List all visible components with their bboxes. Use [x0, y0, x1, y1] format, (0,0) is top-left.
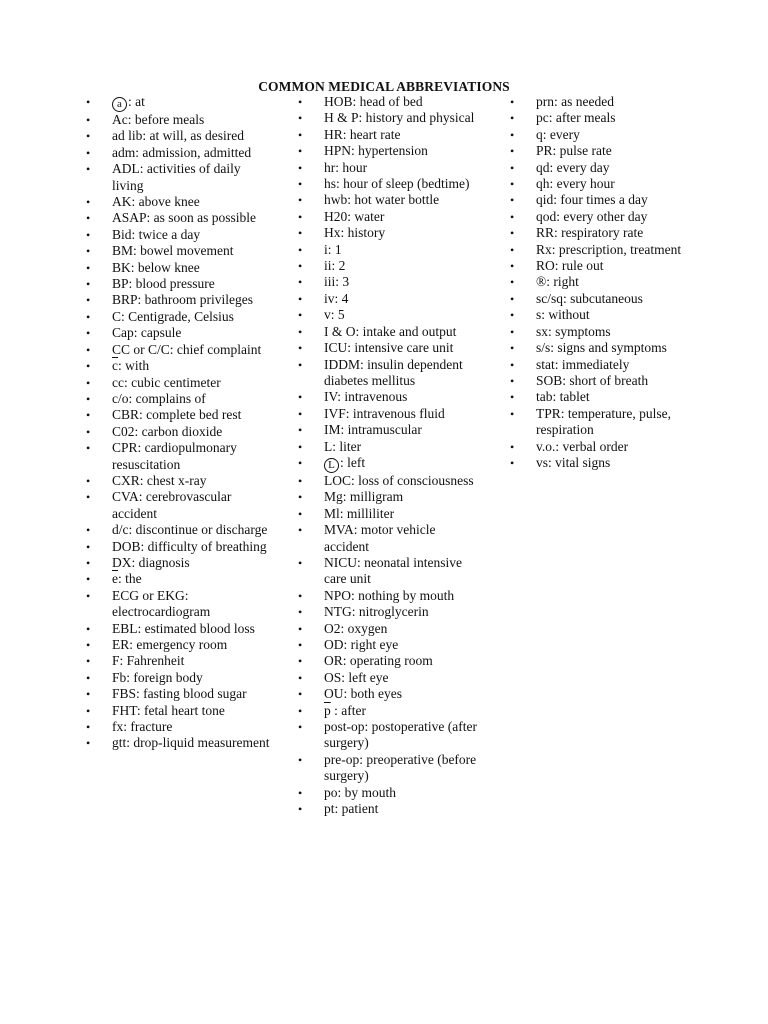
abbreviation-item [298, 637, 483, 653]
abbreviation-item [298, 357, 483, 390]
overlined-symbol: $\overline{c}$ [112, 358, 118, 374]
abbreviation-text: s: without [536, 307, 590, 323]
abbreviation-item [298, 209, 483, 225]
abbreviation-item [86, 735, 271, 751]
abbreviation-item [298, 258, 483, 274]
abbreviation-column-1 [86, 94, 271, 752]
abbreviation-text: CPR: cardiopulmonary resuscitation [112, 440, 237, 472]
abbreviation-item [86, 424, 271, 440]
abbreviation-item [510, 127, 700, 143]
abbreviation-text: TPR: temperature, pulse, respiration [536, 405, 671, 438]
abbreviation-text: Ml: milliliter [324, 505, 395, 521]
abbreviation-item [298, 406, 483, 422]
abbreviation-text: OR: operating room [324, 653, 433, 669]
abbreviation-item [86, 703, 271, 719]
abbreviation-text: ADL: activities of daily living [112, 161, 241, 193]
abbreviation-text: F: Fahrenheit [112, 653, 185, 669]
abbreviation-item [510, 439, 700, 455]
abbreviation-text: : the [118, 571, 142, 587]
abbreviation-text: ER: emergency room [112, 637, 228, 652]
abbreviation-item [86, 227, 271, 243]
abbreviation-item [86, 522, 271, 538]
abbreviation-text: Fb: foreign body [112, 669, 203, 685]
abbreviation-text: H & P: history and physical [324, 110, 475, 126]
abbreviation-text: O2: oxygen [324, 620, 388, 636]
abbreviation-text: post-op: postoperative (after surgery) [324, 719, 477, 751]
abbreviation-item [86, 260, 271, 276]
abbreviation-item [298, 307, 483, 323]
abbreviation-text: C: Centigrade, Celsius [112, 308, 234, 324]
abbreviation-item [86, 243, 271, 259]
abbreviation-text: MVA: motor vehicle accident [324, 522, 436, 554]
abbreviation-text: LOC: loss of consciousness [324, 472, 474, 488]
abbreviation-item [298, 653, 483, 669]
abbreviation-text: ECG or EKG: electrocardiogram [112, 587, 211, 620]
abbreviation-item [510, 160, 700, 176]
abbreviation-text: BM: bowel movement [112, 243, 234, 259]
abbreviation-column-3 [510, 94, 700, 471]
abbreviation-item [510, 176, 700, 192]
abbreviation-item [298, 110, 483, 126]
overlined-symbol: $\overline{e}$ [112, 571, 118, 587]
abbreviation-item [298, 225, 483, 241]
abbreviation-text: tab: tablet [536, 389, 590, 405]
abbreviation-item [510, 389, 700, 405]
abbreviation-text: RR: respiratory rate [536, 225, 644, 241]
abbreviation-item [510, 357, 700, 373]
abbreviation-item [86, 719, 271, 735]
abbreviation-item [86, 621, 271, 637]
abbreviation-text: : after [330, 702, 366, 718]
abbreviation-item [298, 489, 483, 505]
abbreviation-item [86, 358, 271, 374]
abbreviation-item [86, 407, 271, 423]
abbreviation-item [86, 653, 271, 669]
abbreviation-text: ad lib: at will, as desired [112, 128, 244, 144]
abbreviation-text: ICU: intensive care unit [324, 340, 454, 356]
abbreviation-text: IM: intramuscular [324, 422, 422, 438]
abbreviation-item [298, 242, 483, 258]
abbreviation-text: C02: carbon dioxide [112, 423, 223, 439]
page-title: COMMON MEDICAL ABBREVIATIONS [258, 79, 510, 94]
abbreviation-text: Cap: capsule [112, 325, 182, 341]
abbreviation-text: NTG: nitroglycerin [324, 604, 429, 620]
abbreviation-item [298, 291, 483, 307]
abbreviation-text: ii: 2 [324, 258, 346, 274]
abbreviation-item [298, 588, 483, 604]
abbreviation-text: RO: rule out [536, 258, 604, 274]
abbreviation-item [510, 258, 700, 274]
abbreviation-item [298, 752, 483, 785]
abbreviation-text: CXR: chest x-ray [112, 472, 207, 488]
abbreviation-text: pc: after meals [536, 110, 616, 126]
abbreviation-text: AK: above knee [112, 194, 200, 210]
abbreviation-item [86, 440, 271, 473]
abbreviation-item [298, 455, 483, 473]
abbreviation-item [86, 292, 271, 308]
abbreviation-text: sx: symptoms [536, 323, 611, 339]
abbreviation-text: q: every [536, 126, 580, 142]
abbreviation-item [86, 539, 271, 555]
abbreviation-item [86, 276, 271, 292]
abbreviation-item [86, 391, 271, 407]
abbreviation-item [298, 522, 483, 555]
abbreviation-item [298, 389, 483, 405]
abbreviation-item [298, 160, 483, 176]
abbreviation-text: hwb: hot water bottle [324, 192, 440, 208]
abbreviation-text: HOB: head of bed [324, 94, 423, 109]
circled-symbol: a [112, 97, 127, 112]
abbreviation-text: qh: every hour [536, 176, 615, 192]
abbreviation-item [86, 309, 271, 325]
abbreviation-item [510, 324, 700, 340]
abbreviation-text: I & O: intake and output [324, 323, 457, 339]
abbreviation-text: c/o: complains of [112, 390, 206, 406]
abbreviation-text: fx: fracture [112, 719, 173, 735]
abbreviation-item [298, 192, 483, 208]
abbreviation-item [86, 161, 271, 194]
abbreviation-item [298, 703, 483, 719]
abbreviation-text: v: 5 [324, 307, 345, 323]
abbreviation-item [510, 209, 700, 225]
abbreviation-text: d/c: discontinue or discharge [112, 522, 268, 538]
abbreviation-item [298, 94, 483, 110]
abbreviation-text: cc: cubic centimeter [112, 374, 221, 390]
abbreviation-text: pre-op: preoperative (before surgery) [324, 751, 477, 784]
abbreviation-text: OU: both eyes [324, 686, 402, 702]
abbreviation-text: L: liter [324, 438, 362, 454]
abbreviation-text: s/s: signs and symptoms [536, 340, 667, 356]
abbreviation-item [298, 439, 483, 455]
abbreviation-text: BK: below knee [112, 259, 200, 275]
abbreviation-item [86, 588, 271, 621]
abbreviation-text: BP: blood pressure [112, 276, 215, 292]
abbreviation-text: Hx: history [324, 225, 386, 241]
abbreviation-item [510, 340, 700, 356]
abbreviation-text: adm: admission, admitted [112, 144, 252, 160]
abbreviation-item [86, 128, 271, 144]
abbreviation-text: H20: water [324, 208, 385, 224]
abbreviation-item [510, 94, 700, 110]
abbreviation-item [298, 604, 483, 620]
abbreviation-text: HR: heart rate [324, 126, 401, 142]
abbreviation-text: CBR: complete bed rest [112, 407, 242, 423]
abbreviation-text: EBL: estimated blood loss [112, 620, 255, 636]
abbreviation-item [298, 324, 483, 340]
abbreviation-text: BRP: bathroom privileges [112, 292, 253, 308]
abbreviation-item [298, 340, 483, 356]
abbreviation-item [86, 637, 271, 653]
abbreviation-item [510, 110, 700, 126]
abbreviation-item [298, 555, 483, 588]
abbreviation-item [298, 176, 483, 192]
abbreviation-text: DOB: difficulty of breathing [112, 538, 267, 554]
abbreviation-item [86, 342, 271, 358]
abbreviation-text: ASAP: as soon as possible [112, 210, 257, 226]
abbreviation-item [298, 719, 483, 752]
abbreviation-item [86, 375, 271, 391]
abbreviation-text: OD: right eye [324, 637, 399, 652]
circled-symbol: L [324, 458, 339, 473]
abbreviation-text: HPN: hypertension [324, 143, 428, 159]
abbreviation-item [510, 406, 700, 439]
abbreviation-item [86, 145, 271, 161]
abbreviation-text: qd: every day [536, 159, 610, 175]
abbreviation-text: Mg: milligram [324, 489, 404, 505]
abbreviation-item [298, 274, 483, 290]
abbreviation-text: CC or C/C: chief complaint [112, 341, 262, 357]
abbreviation-text: stat: immediately [536, 356, 630, 372]
abbreviation-text: v.o.: verbal order [536, 438, 629, 454]
abbreviation-item [298, 801, 483, 817]
abbreviation-item [86, 555, 271, 571]
abbreviation-text: DX: diagnosis [112, 554, 190, 570]
abbreviation-item [298, 127, 483, 143]
abbreviation-text: Ac: before meals [112, 112, 205, 127]
abbreviation-item [86, 94, 271, 112]
abbreviation-item [86, 194, 271, 210]
abbreviation-item [298, 621, 483, 637]
abbreviation-item [298, 670, 483, 686]
abbreviation-text: po: by mouth [324, 784, 397, 800]
abbreviation-text: gtt: drop-liquid measurement [112, 735, 270, 751]
abbreviation-text: sc/sq: subcutaneous [536, 290, 643, 306]
abbreviation-item [86, 473, 271, 489]
abbreviation-item [510, 192, 700, 208]
abbreviation-item [86, 686, 271, 702]
abbreviation-text: : left [340, 454, 366, 470]
abbreviation-text: NPO: nothing by mouth [324, 587, 455, 603]
abbreviation-text: NICU: neonatal intensive care unit [324, 554, 462, 587]
abbreviation-text: Rx: prescription, treatment [536, 241, 682, 257]
abbreviation-item [510, 455, 700, 471]
abbreviation-text: qod: every other day [536, 208, 648, 224]
abbreviation-text: Bid: twice a day [112, 226, 201, 242]
abbreviation-column-2 [298, 94, 483, 817]
abbreviation-text: hr: hour [324, 159, 368, 175]
abbreviation-text: pt: patient [324, 801, 379, 817]
abbreviation-item [510, 373, 700, 389]
abbreviation-item [510, 307, 700, 323]
abbreviation-item [298, 143, 483, 159]
abbreviation-text: FBS: fasting blood sugar [112, 686, 247, 702]
abbreviation-item [510, 225, 700, 241]
abbreviation-text: IVF: intravenous fluid [324, 405, 445, 421]
abbreviation-text: iii: 3 [324, 274, 350, 290]
abbreviation-text: PR: pulse rate [536, 143, 612, 159]
abbreviation-text: FHT: fetal heart tone [112, 702, 225, 718]
abbreviation-item [298, 422, 483, 438]
abbreviation-text: IV: intravenous [324, 389, 408, 405]
abbreviation-item [86, 112, 271, 128]
abbreviation-text: SOB: short of breath [536, 372, 649, 388]
abbreviation-text: : with [118, 358, 150, 374]
abbreviation-item [510, 291, 700, 307]
abbreviation-item [86, 670, 271, 686]
abbreviation-text: : at [128, 94, 145, 109]
abbreviation-item [86, 325, 271, 341]
abbreviation-text: qid: four times a day [536, 192, 648, 208]
abbreviation-item [86, 489, 271, 522]
abbreviation-item [86, 571, 271, 587]
abbreviation-item [510, 274, 700, 290]
abbreviation-text: iv: 4 [324, 290, 349, 306]
abbreviation-text: vs: vital signs [536, 454, 611, 470]
abbreviation-item [298, 686, 483, 702]
overlined-symbol: $\overline{p}$ [324, 702, 331, 718]
abbreviation-text: ®: right [536, 274, 579, 290]
abbreviation-item [298, 473, 483, 489]
abbreviation-text: OS: left eye [324, 669, 389, 685]
abbreviation-item [298, 785, 483, 801]
abbreviation-text: CVA: cerebrovascular accident [112, 489, 232, 521]
abbreviation-item [510, 242, 700, 258]
abbreviation-text: IDDM: insulin dependent diabetes mellitus [324, 356, 463, 388]
abbreviation-text: i: 1 [324, 241, 342, 257]
abbreviation-item [86, 210, 271, 226]
abbreviation-text: hs: hour of sleep (bedtime) [324, 176, 470, 192]
abbreviation-text: prn: as needed [536, 94, 614, 109]
abbreviation-item [298, 506, 483, 522]
abbreviation-item [510, 143, 700, 159]
